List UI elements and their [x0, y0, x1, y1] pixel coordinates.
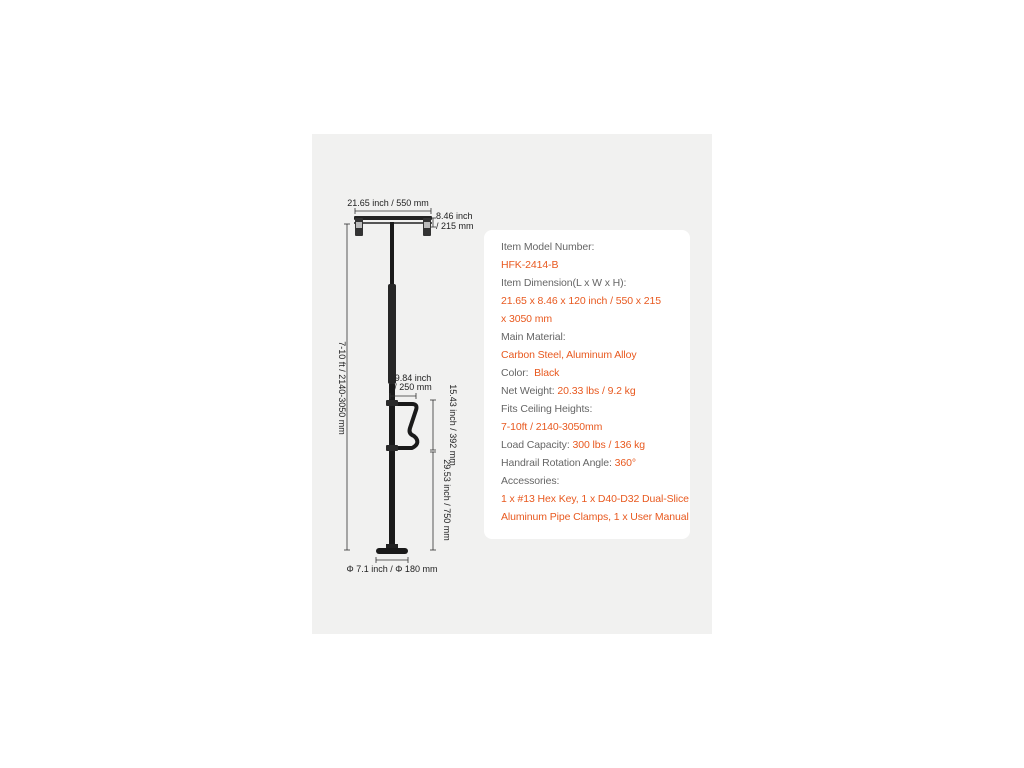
top-depth-label-line2: / 215 mm [436, 221, 474, 231]
accessories-label: Accessories: [501, 475, 560, 487]
material-label: Main Material: [501, 331, 566, 343]
top-depth-label-line1: 8.46 inch [436, 211, 473, 221]
floor-base [376, 544, 408, 554]
accessories-value-line1: 1 x #13 Hex Key, 1 x D40-D32 Dual-Slice [501, 493, 689, 505]
weight-value: 20.33 lbs / 9.2 kg [557, 385, 636, 397]
handle-width-label-line2: / 250 mm [394, 382, 432, 392]
color-row [501, 364, 690, 382]
accessories-value-line2: Aluminum Pipe Clamps, 1 x User Manual [501, 511, 689, 523]
height-range-label: 7-10 ft / 2140-3050 mm [337, 341, 347, 435]
color-value: Black [534, 367, 560, 379]
handle-width-label-line1: 9.84 inch [394, 373, 432, 383]
model-number-label: Item Model Number: [501, 241, 595, 253]
ceiling-height-value: 7-10ft / 2140-3050mm [501, 421, 603, 433]
weight-row [501, 382, 690, 400]
load-row [501, 436, 690, 454]
load-capacity-label: Load Capacity: [501, 439, 570, 451]
rotation-angle-value: 360° [614, 457, 636, 469]
spec-card [484, 230, 690, 539]
dimension-label: Item Dimension(L x W x H): [501, 277, 627, 289]
product-image-panel [312, 134, 712, 634]
load-capacity-value: 300 lbs / 136 kg [572, 439, 646, 451]
model-number-value: HFK-2414-B [501, 259, 559, 271]
product-dimension-diagram [312, 134, 512, 634]
handle-floor-height-label: 29.53 inch / 750 mm [442, 459, 452, 541]
weight-label: Net Weight: [501, 385, 555, 397]
rotation-row [501, 454, 690, 472]
color-label: Color: [501, 367, 529, 379]
dimension-value-line2: x 3050 mm [501, 313, 553, 325]
ceiling-height-label: Fits Ceiling Heights: [501, 403, 593, 415]
dimension-value-line1: 21.65 x 8.46 x 120 inch / 550 x 215 [501, 295, 661, 307]
base-diameter-label: Φ 7.1 inch / Φ 180 mm [346, 564, 438, 574]
rotation-angle-label: Handrail Rotation Angle: [501, 457, 612, 469]
top-width-label: 21.65 inch / 550 mm [347, 198, 429, 208]
handle-height-label: 15.43 inch / 392 mm [448, 384, 458, 466]
material-value: Carbon Steel, Aluminum Alloy [501, 349, 637, 361]
